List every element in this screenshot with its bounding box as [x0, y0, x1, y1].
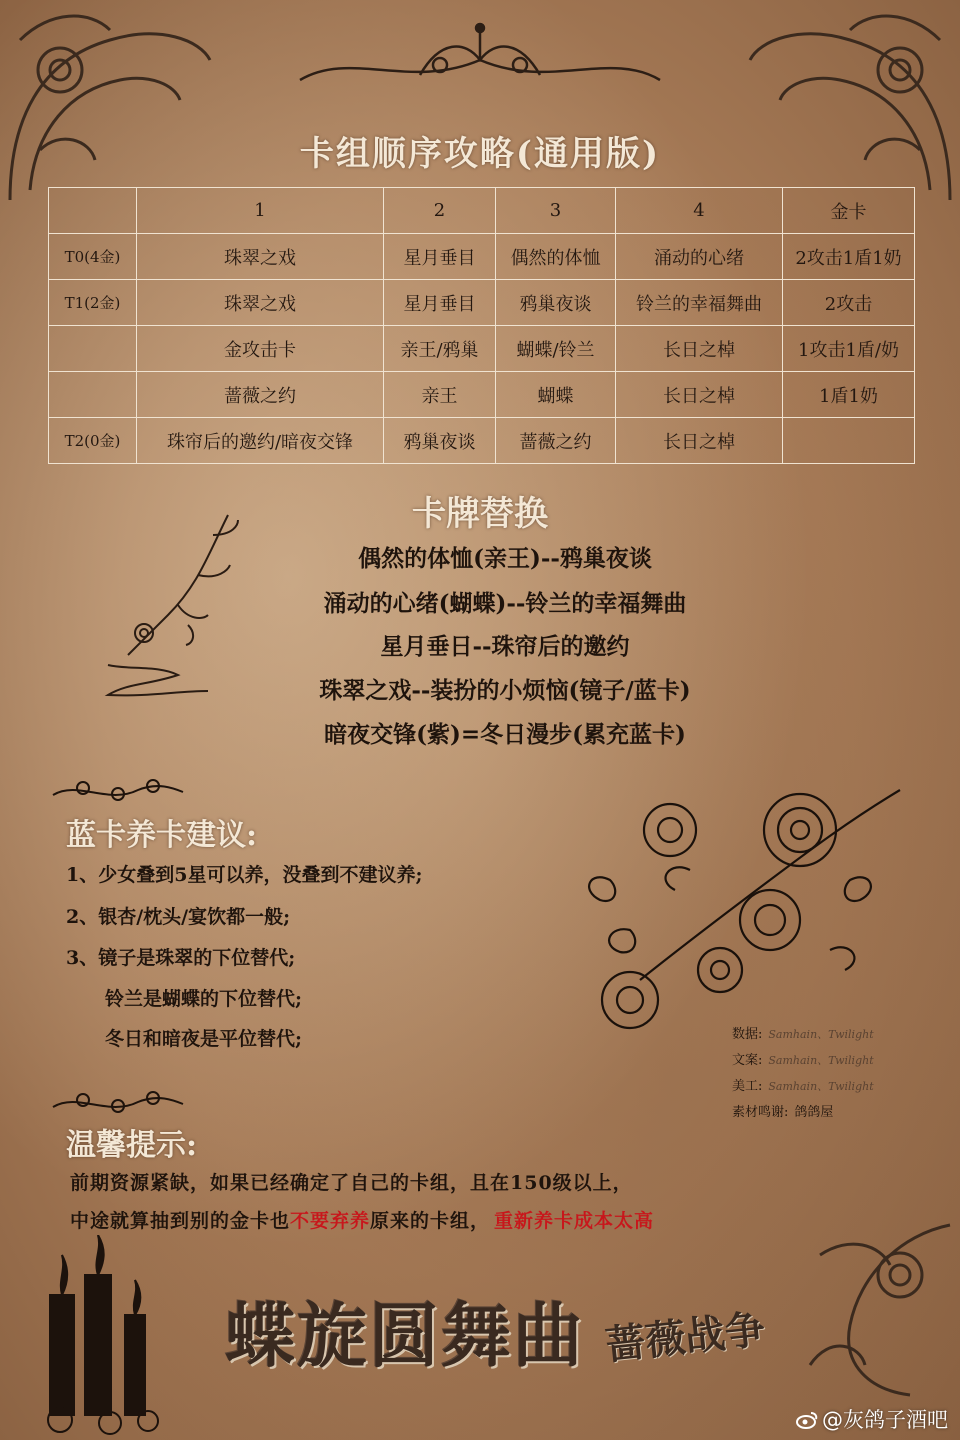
table-row — [49, 372, 915, 418]
table-cell: 鸦巢夜谈 — [384, 418, 496, 464]
tip-text: 原来的卡组， — [370, 1210, 491, 1232]
watermark-text: @灰鸽子酒吧 — [822, 1408, 948, 1432]
tip-line: 前期资源紧缺，如果已经确定了自己的卡组，且在150级以上， — [70, 1172, 633, 1194]
table-cell: 长日之棹 — [616, 326, 783, 372]
credit-line — [732, 1074, 874, 1100]
credit-label: 数据: — [732, 1027, 763, 1042]
table-cell: 亲王 — [384, 372, 496, 418]
game-logo-main-text: 蝶旋圆舞曲 — [225, 1294, 585, 1377]
table-row — [49, 234, 915, 280]
tier-label — [49, 326, 137, 372]
tip-highlight: 重新养卡成本太高 — [494, 1210, 655, 1232]
table-cell: 蔷薇之约 — [496, 418, 616, 464]
table-cell: 鸦巢夜谈 — [496, 280, 616, 326]
table-cell: 1攻击1盾/奶 — [783, 326, 915, 372]
table-cell: 1盾1奶 — [783, 372, 915, 418]
floral-divider-icon — [48, 1082, 188, 1122]
deck-order-table — [48, 187, 915, 464]
weibo-watermark — [796, 1404, 948, 1434]
table-cell: 2攻击 — [783, 280, 915, 326]
table-cell: 蔷薇之约 — [137, 372, 384, 418]
credit-value: 鸽鸽屋 — [794, 1105, 834, 1120]
table-cell: 蝴蝶/铃兰 — [496, 326, 616, 372]
tips-title: 温馨提示: — [66, 1128, 198, 1163]
credit-value: Samhain、Twilight — [768, 1080, 874, 1093]
table-cell: 金攻击卡 — [137, 326, 384, 372]
tip-line — [70, 1206, 654, 1233]
credits-block — [732, 1022, 874, 1126]
credit-line — [732, 1100, 874, 1126]
table-header-row — [49, 188, 915, 234]
top-scroll-ornament-icon — [290, 20, 670, 100]
table-cell: 涌动的心绪 — [616, 234, 783, 280]
credit-value: Samhain、Twilight — [768, 1028, 874, 1041]
credit-line — [732, 1048, 874, 1074]
table-cell: 蝴蝶 — [496, 372, 616, 418]
tier-label: T1(2金) — [49, 280, 137, 326]
table-row — [49, 418, 915, 464]
table-cell: 亲王/鸦巢 — [384, 326, 496, 372]
table-cell: 星月垂目 — [384, 234, 496, 280]
advice-item: 铃兰是蝴蝶的下位替代; — [105, 988, 303, 1010]
replacement-line: 偶然的体恤(亲王)--鸦巢夜谈 — [358, 545, 652, 572]
card-replacement-title: 卡牌替换 — [412, 494, 548, 534]
table-cell: 2攻击1盾1奶 — [783, 234, 915, 280]
tier-label: T0(4金) — [49, 234, 137, 280]
weibo-logo-icon — [796, 1411, 818, 1429]
replacement-line: 暗夜交锋(紫)=冬日漫步(累充蓝卡) — [324, 721, 686, 748]
floral-divider-icon — [48, 770, 188, 810]
advice-item: 1、少女叠到5星可以养，没叠到不建议养; — [66, 864, 423, 886]
advice-item: 2、银杏/枕头/宴饮都一般; — [66, 906, 291, 928]
corner-flourish-bottom-right-icon — [780, 1215, 960, 1405]
table-row — [49, 326, 915, 372]
tip-text: 中途就算抽到别的金卡也 — [70, 1210, 291, 1232]
credit-label: 美工: — [732, 1079, 763, 1094]
table-row — [49, 280, 915, 326]
table-cell: 珠翠之戏 — [137, 234, 384, 280]
candles-illustration-icon — [30, 1235, 170, 1435]
table-cell — [783, 418, 915, 464]
tier-label — [49, 372, 137, 418]
table-cell: 长日之棹 — [616, 418, 783, 464]
table-cell: 珠帘后的邀约/暗夜交锋 — [137, 418, 384, 464]
table-cell: 珠翠之戏 — [137, 280, 384, 326]
credit-value: Samhain、Twilight — [768, 1054, 874, 1067]
game-logo-sub-text: 蔷薇战争 — [603, 1305, 768, 1370]
table-header-cell: 2 — [384, 188, 496, 234]
game-logo — [225, 1270, 785, 1410]
table-header-cell: 4 — [616, 188, 783, 234]
credit-label: 素材鸣谢: — [732, 1105, 789, 1120]
credit-line — [732, 1022, 874, 1048]
table-header-cell: 金卡 — [783, 188, 915, 234]
credit-label: 文案: — [732, 1053, 763, 1068]
rose-bouquet-drawing-icon — [570, 760, 910, 1030]
table-header-cell: 3 — [496, 188, 616, 234]
advice-item: 3、镜子是珠翠的下位替代; — [66, 947, 296, 969]
table-header-cell: 1 — [137, 188, 384, 234]
advice-item: 冬日和暗夜是平位替代; — [105, 1028, 303, 1050]
replacement-line: 涌动的心绪(蝴蝶)--铃兰的幸福舞曲 — [323, 590, 687, 617]
table-cell: 铃兰的幸福舞曲 — [616, 280, 783, 326]
table-header-cell — [49, 188, 137, 234]
table-cell: 偶然的体恤 — [496, 234, 616, 280]
page-title: 卡组顺序攻略(通用版) — [299, 134, 661, 174]
table-cell: 星月垂目 — [384, 280, 496, 326]
blue-card-advice-title: 蓝卡养卡建议: — [66, 818, 258, 853]
replacement-line: 珠翠之戏--装扮的小烦恼(镜子/蓝卡) — [319, 677, 691, 704]
table-cell: 长日之棹 — [616, 372, 783, 418]
tip-highlight: 不要弃养 — [290, 1210, 371, 1232]
replacement-line: 星月垂日--珠帘后的邀约 — [380, 633, 630, 660]
tier-label: T2(0金) — [49, 418, 137, 464]
